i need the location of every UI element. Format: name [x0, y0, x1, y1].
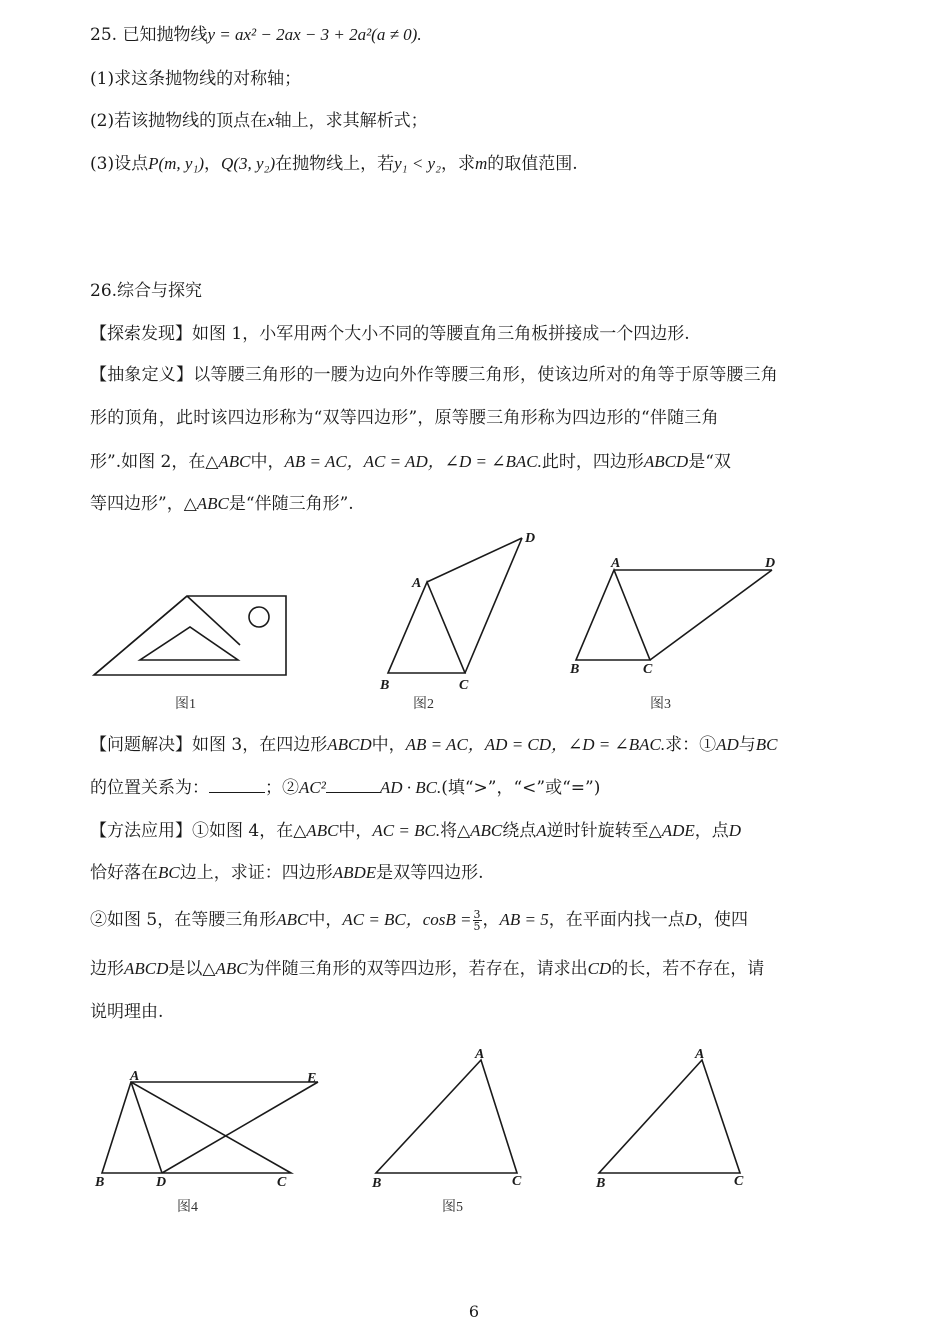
- text: ，: [482, 910, 500, 930]
- fig4-caption: 图4: [177, 1200, 198, 1215]
- text: 形”.如图 2，在: [90, 452, 206, 472]
- figures-row-2: [0, 1040, 948, 1230]
- math: AC = BC，cosB =: [342, 910, 472, 929]
- text: 的位置关系为：: [90, 778, 209, 798]
- text: 恰好落在: [90, 863, 158, 883]
- q25-part1: (1)求这条抛物线的对称轴；: [90, 69, 302, 89]
- math: △ABC: [293, 821, 339, 840]
- fig4-label-b: B: [95, 1175, 105, 1190]
- fig4-label-c: C: [277, 1175, 287, 1190]
- fig3-label-a: A: [611, 556, 621, 571]
- fig1-inner-triangle: [140, 627, 238, 660]
- text: (填“>”，“<”或“=”): [441, 778, 601, 798]
- fig6-triangle-abc: [599, 1060, 740, 1173]
- math: D: [684, 910, 698, 929]
- figure-6: [599, 1060, 740, 1173]
- fig2-label-c: C: [459, 678, 469, 693]
- figures-row-1: [0, 520, 948, 720]
- fig4-label-e: E: [307, 1071, 317, 1086]
- fig3-caption: 图3: [650, 697, 671, 712]
- math: ABCD: [124, 959, 169, 978]
- fig1-hypotenuse: [94, 596, 187, 675]
- fig3-label-c: C: [643, 662, 653, 677]
- answer-blank-2[interactable]: [326, 791, 380, 793]
- fig4-label-a: A: [130, 1069, 140, 1084]
- text: 是“伴随三角形”.: [228, 494, 354, 514]
- math: △ABC: [202, 959, 248, 978]
- fig6-label-b: B: [596, 1176, 606, 1191]
- q25-formula: y = ax² − 2ax − 3 + 2a²(a ≠ 0).: [207, 25, 422, 44]
- text: 中，: [338, 821, 373, 841]
- text: ，使四: [697, 910, 749, 930]
- fig5-label-c: C: [512, 1174, 522, 1189]
- text: 边形: [90, 959, 124, 979]
- q25-sep: ，: [204, 154, 222, 174]
- q26-define-line4: [90, 492, 354, 516]
- text: 【问题解决】如图 3，在四边形: [90, 735, 328, 755]
- q26-problem-line1: [90, 733, 778, 757]
- q25-part2: [90, 109, 428, 133]
- text: 绕点: [502, 821, 537, 841]
- text: 求：①: [665, 735, 717, 755]
- text: 中，: [250, 452, 285, 472]
- fig4-segment-ad: [131, 1082, 162, 1173]
- q26-define-line2: 形的顶角，此时该四边形称为“双等四边形”，原等腰三角形称为四边形的“伴随三角: [90, 408, 719, 428]
- fig5-label-b: B: [372, 1176, 382, 1191]
- q25-part3-text-a: (3)设点: [90, 154, 149, 174]
- text: 等四边形”，: [90, 494, 184, 514]
- figure-4: [102, 1082, 318, 1173]
- q26-title: 26.综合与探究: [90, 281, 203, 301]
- math: AB = 5: [499, 910, 549, 929]
- fig1-caption: 图1: [175, 697, 196, 712]
- fig4-triangle-abc: [102, 1082, 291, 1173]
- math: AD · BC.: [379, 778, 442, 797]
- q26-method-line5: 说明理由.: [90, 1002, 164, 1022]
- math: △ADE: [648, 821, 695, 840]
- math: AC²: [299, 778, 326, 797]
- math: A: [536, 821, 547, 840]
- text: 是以: [168, 959, 203, 979]
- text: 是双等四边形.: [376, 863, 484, 883]
- text: 【方法应用】①如图 4，在: [90, 821, 294, 841]
- answer-blank-1[interactable]: [209, 791, 265, 793]
- q26-method-line4: [90, 957, 764, 981]
- fig5-triangle-abc: [376, 1060, 517, 1173]
- math: △ABC: [457, 821, 503, 840]
- text: 中，: [371, 735, 406, 755]
- math: BC: [755, 735, 778, 754]
- text: 的长，若不存在，请: [611, 959, 765, 979]
- q26-method-line3: [90, 908, 748, 932]
- figure-1: [94, 596, 286, 675]
- fig4-label-d: D: [156, 1175, 167, 1190]
- fig3-segment-dc: [650, 570, 772, 660]
- q25-part3: [90, 152, 578, 176]
- q25-part3-text-d: 的取值范围.: [487, 154, 578, 174]
- fig2-caption: 图2: [413, 697, 434, 712]
- figure-3: [576, 570, 772, 660]
- math: D: [728, 821, 742, 840]
- q25-intro: 25. 已知抛物线: [90, 25, 208, 45]
- q26-method-line2: [90, 861, 484, 885]
- fig2-label-a: A: [412, 576, 422, 591]
- math: AB = AC，AD = CD，∠D = ∠BAC.: [405, 735, 666, 754]
- q25-point-q: Q(3, y₂): [221, 154, 276, 173]
- math: ABDE: [332, 863, 377, 882]
- math: △ABC: [205, 452, 251, 471]
- q25-var-m: m: [475, 154, 488, 173]
- fig2-triangle-abc: [388, 582, 465, 673]
- fraction-three-fifths: [473, 909, 482, 932]
- text: ，点: [694, 821, 729, 841]
- fig2-segment-dc: [465, 538, 522, 673]
- text: ②如图 5，在等腰三角形: [90, 910, 277, 930]
- q25-stem: [90, 23, 422, 47]
- fig3-label-b: B: [570, 662, 580, 677]
- math: ABCD: [643, 452, 689, 471]
- math: ABC: [276, 910, 309, 929]
- math: AD: [716, 735, 739, 754]
- q25-inequality: y₁ < y₂: [394, 154, 441, 173]
- text: 中，: [308, 910, 343, 930]
- fig3-triangle-abc: [576, 570, 650, 660]
- fig2-segment-ad: [427, 538, 522, 582]
- q26-define-line3: [90, 450, 731, 474]
- q25-part2-text-b: 轴上，求其解析式；: [274, 111, 428, 131]
- fig1-divider: [187, 596, 240, 645]
- text: 此时，四边形: [541, 452, 644, 472]
- fig5-caption: 图5: [442, 1200, 463, 1215]
- q26-method-line1: [90, 819, 741, 843]
- q25-point-p: P(m, y₁): [148, 154, 205, 173]
- fig2-label-b: B: [380, 678, 390, 693]
- q25-part3-text-b: 在抛物线上，若: [275, 154, 395, 174]
- q26-problem-line2: [90, 776, 600, 800]
- text: 将: [440, 821, 458, 841]
- math: AB = AC，AC = AD，∠D = ∠BAC.: [284, 452, 542, 471]
- math: ABCD: [327, 735, 372, 754]
- fig2-label-d: D: [525, 531, 536, 546]
- fig3-label-d: D: [765, 556, 776, 571]
- q25-part2-var-x: x: [267, 111, 275, 130]
- fig1-circle: [249, 607, 269, 627]
- text: 是“双: [688, 452, 731, 472]
- fig4-segment-de: [162, 1082, 318, 1173]
- fraction-numerator: 3: [473, 908, 481, 921]
- math: CD: [587, 959, 612, 978]
- q26-discover: 【探索发现】如图 1，小军用两个大小不同的等腰直角三角板拼接成一个四边形.: [90, 324, 690, 344]
- q25-part3-text-c: ，求: [441, 154, 475, 174]
- figure-2: [388, 538, 522, 673]
- text: 边上，求证：四边形: [179, 863, 333, 883]
- text: ；②: [265, 778, 299, 798]
- page-number: 6: [468, 1302, 480, 1321]
- math: AC = BC.: [372, 821, 441, 840]
- q25-part2-text-a: (2)若该抛物线的顶点在: [90, 111, 268, 131]
- text: 逆时针旋转至: [546, 821, 649, 841]
- math: BC: [158, 863, 180, 882]
- fraction-denominator: 5: [473, 920, 481, 933]
- figure-5: [376, 1060, 517, 1173]
- math: △ABC: [183, 494, 229, 513]
- text: 为伴随三角形的双等四边形，若存在，请求出: [247, 959, 588, 979]
- fig5-label-a: A: [475, 1047, 485, 1062]
- text: ，在平面内找一点: [548, 910, 685, 930]
- text: 与: [738, 735, 756, 755]
- fig6-label-a: A: [695, 1047, 705, 1062]
- q26-define-line1: 【抽象定义】以等腰三角形的一腰为边向外作等腰三角形，使该边所对的角等于原等腰三角: [90, 365, 778, 385]
- fig6-label-c: C: [734, 1174, 744, 1189]
